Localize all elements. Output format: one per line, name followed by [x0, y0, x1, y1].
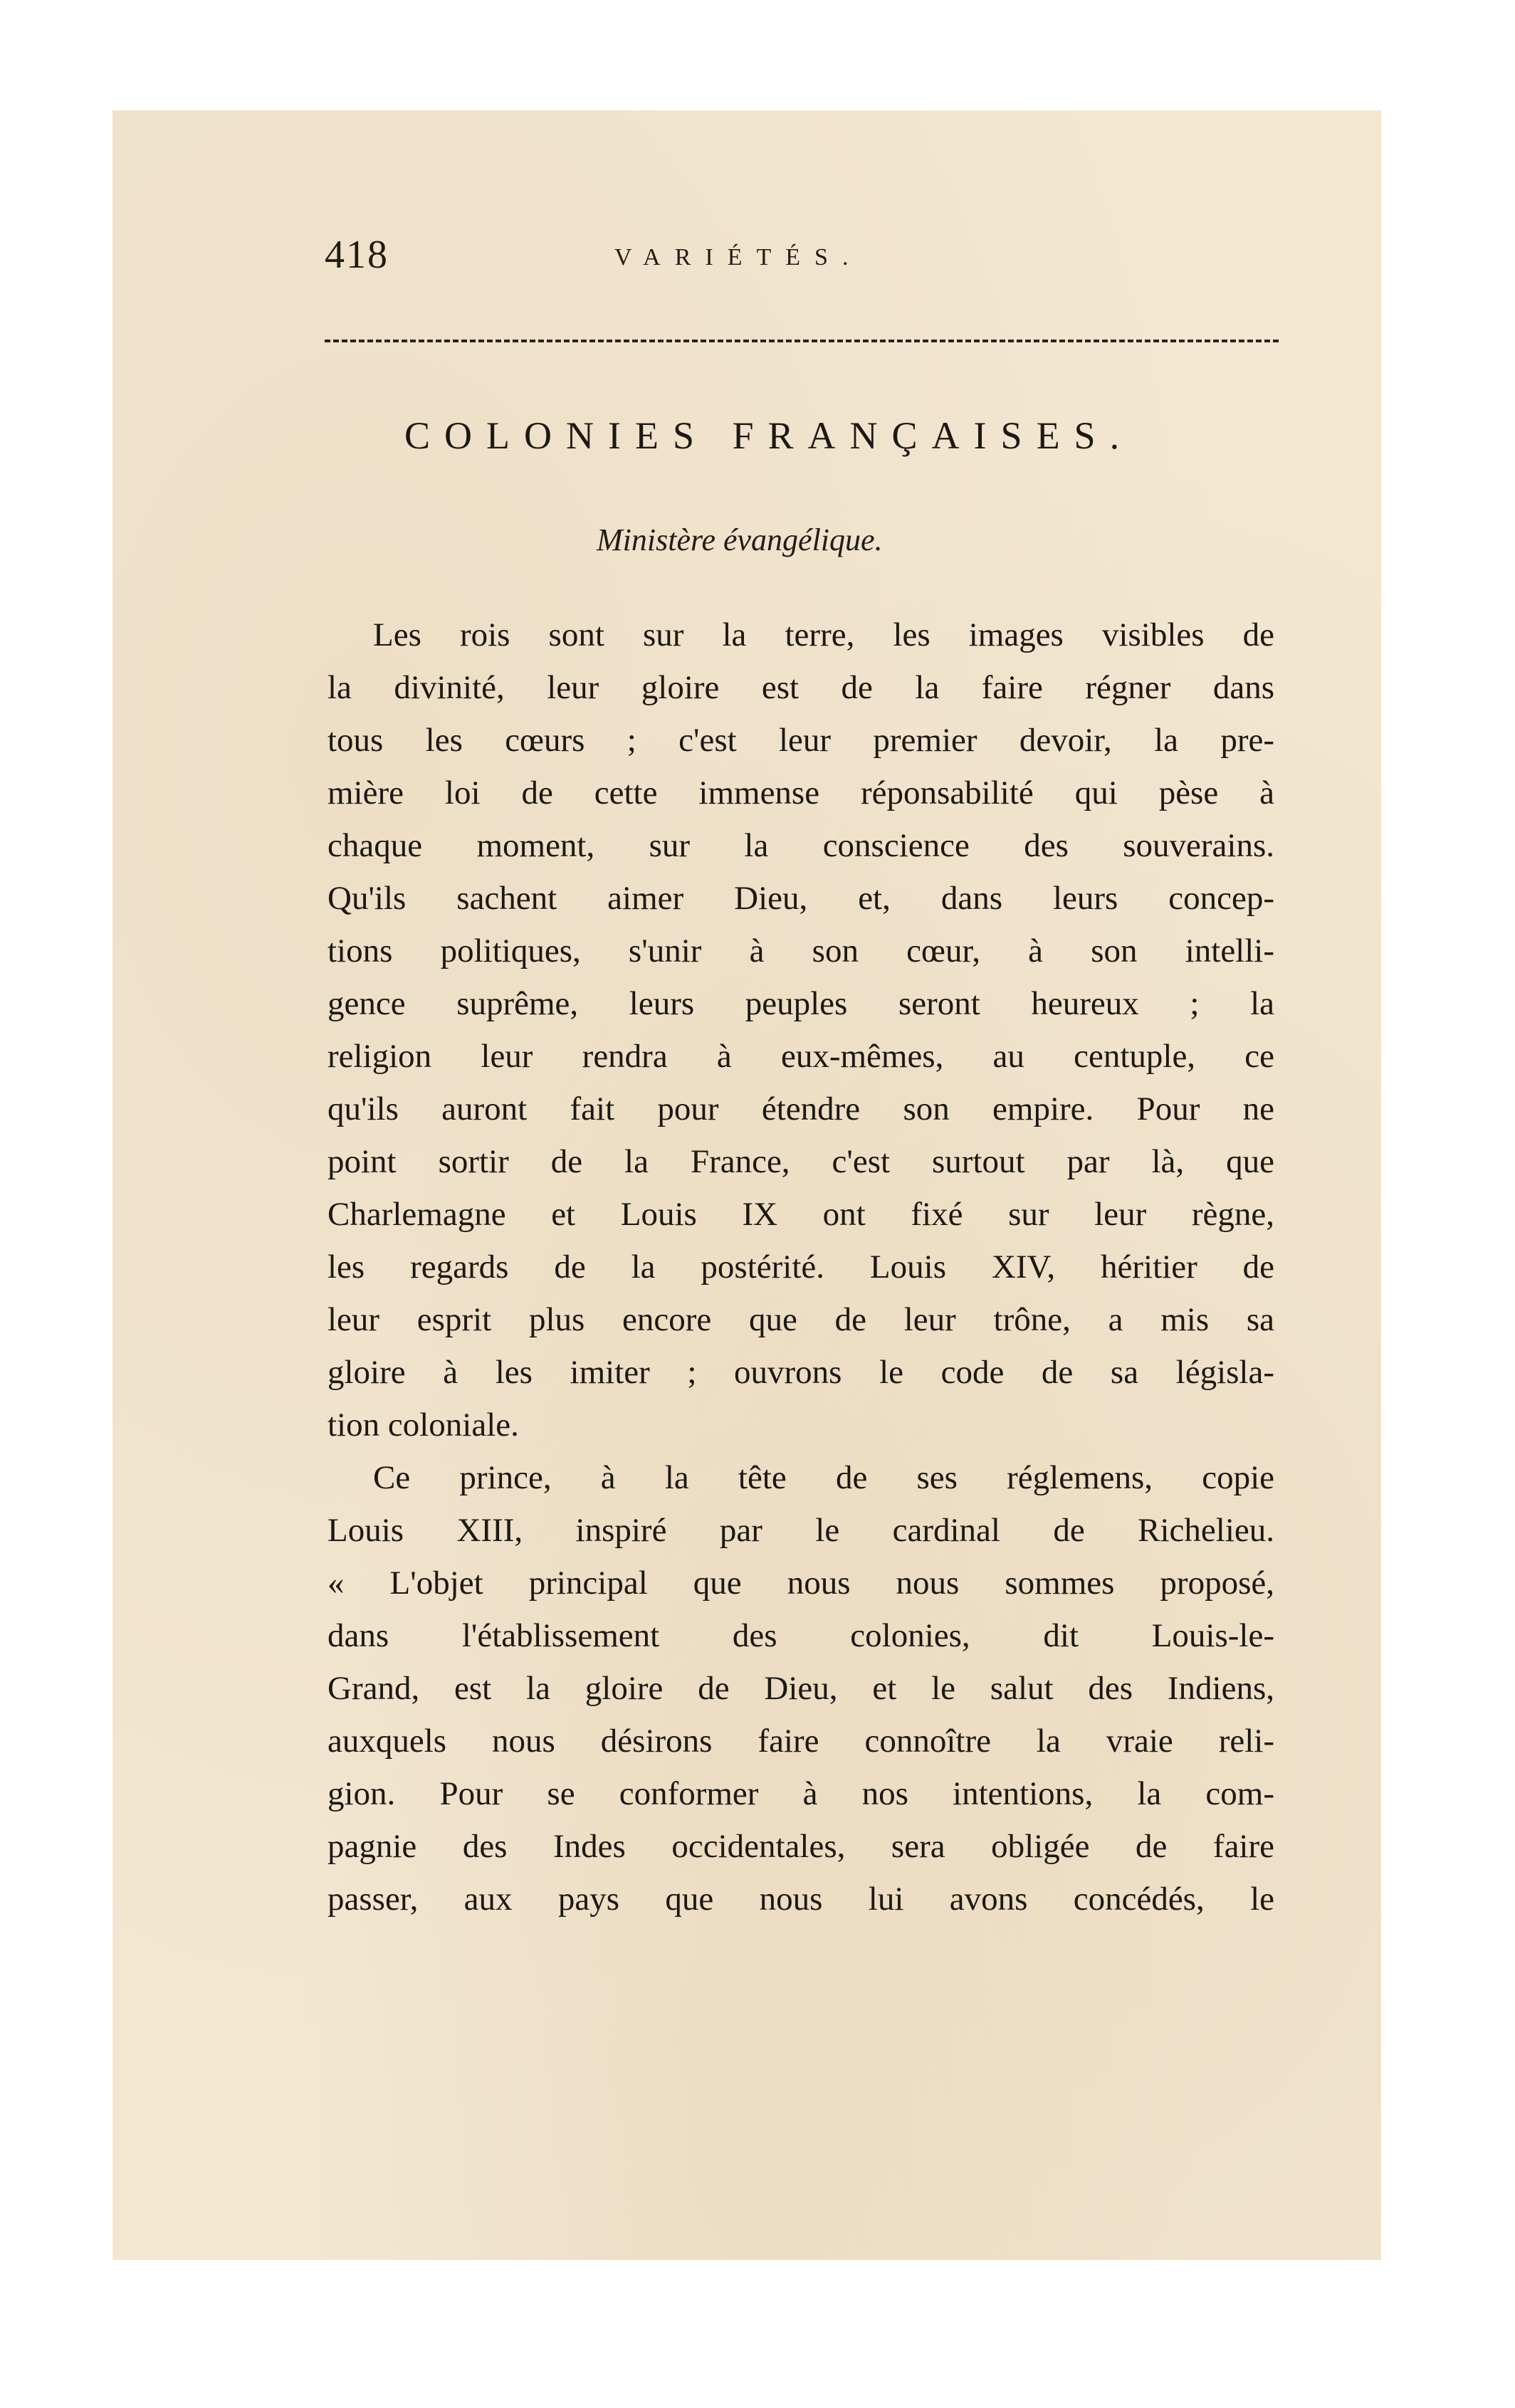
text-line: leur esprit plus encore que de leur trône, a mis sa [327, 1301, 1274, 1338]
running-head [112, 110, 1381, 277]
body-text [327, 609, 1274, 1925]
text-line: tions politiques, s'unir à son cœur, à son intelli- [327, 932, 1274, 969]
text-line: Louis XIII, inspiré par le cardinal de Richelieu. [327, 1512, 1274, 1549]
text-line: tion coloniale. [327, 1407, 519, 1444]
section-subtitle: Ministère évangélique. [597, 522, 883, 557]
text-line: pagnie des Indes occidentales, sera obligée de faire [327, 1828, 1274, 1865]
text-line: Grand, est la gloire de Dieu, et le salut des Indiens, [327, 1670, 1274, 1707]
text-line: auxquels nous désirons faire connoître la vraie reli- [327, 1723, 1274, 1760]
text-line: gloire à les imiter ; ouvrons le code de sa législa- [327, 1354, 1274, 1391]
page-number: 418 [325, 233, 389, 277]
text-line: passer, aux pays que nous lui avons concédés, le [327, 1881, 1274, 1918]
text-line: qu'ils auront fait pour étendre son empire. Pour ne [327, 1090, 1274, 1127]
text-line: la divinité, leur gloire est de la faire régner dans [327, 669, 1274, 706]
text-line: « L'objet principal que nous nous sommes proposé, [327, 1565, 1274, 1602]
text-line: tous les cœurs ; c'est leur premier devoir, la pre- [327, 722, 1274, 759]
section-title: COLONIES FRANÇAISES. [404, 414, 1134, 457]
text-line: mière loi de cette immense réponsabilité qui pèse à [327, 774, 1274, 811]
text-line: religion leur rendra à eux-mêmes, au centuple, ce [327, 1038, 1274, 1075]
header-rule [325, 340, 1279, 345]
running-title: VARIÉTÉS. [614, 244, 863, 270]
text-line: Ce prince, à la tête de ses réglemens, copie [373, 1459, 1274, 1496]
text-line: gence suprême, leurs peuples seront heureux ; la [327, 985, 1274, 1022]
text-line: point sortir de la France, c'est surtout par là, que [327, 1143, 1274, 1180]
text-line: Les rois sont sur la terre, les images visibles de [373, 616, 1274, 653]
text-line: chaque moment, sur la conscience des souverains. [327, 827, 1274, 864]
text-line: Qu'ils sachent aimer Dieu, et, dans leurs concep- [327, 880, 1274, 917]
text-line: gion. Pour se conformer à nos intentions, la com- [327, 1775, 1274, 1812]
book-page [112, 110, 1381, 2260]
text-line: les regards de la postérité. Louis XIV, héritier de [327, 1248, 1274, 1286]
text-line: dans l'établissement des colonies, dit Louis-le- [327, 1617, 1274, 1654]
text-line: Charlemagne et Louis IX ont fixé sur leur règne, [327, 1196, 1274, 1233]
